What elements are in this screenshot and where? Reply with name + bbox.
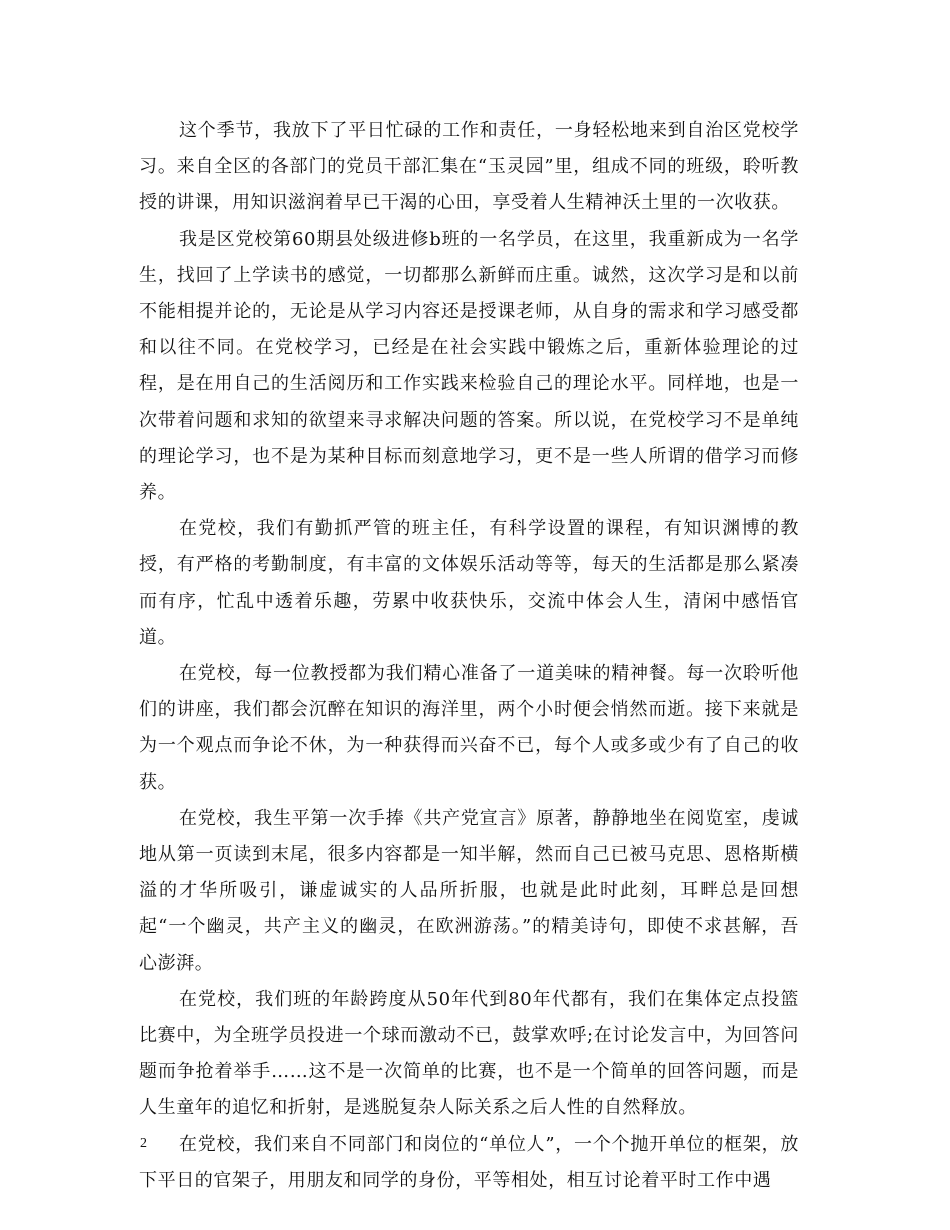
paragraph-1: 这个季节，我放下了平日忙碌的工作和责任，一身轻松地来到自治区党校学习。来自全区的各部门的党员干部汇集在“玉灵园”里，组成不同的班级，聆听教授的讲课，用知识滋润着早已干渴的心田，享受着人生精神沃土里的一次收获。 bbox=[139, 120, 799, 214]
paragraph-5: 在党校，我生平第一次手捧《共产党宣言》原著，静静地坐在阅览室，虔诚地从第一页读到末尾，很多内容都是一知半解，然而自己已被马克思、恩格斯横溢的才华所吸引，谦虚诚实的人品所折服，也就是此时此刻，耳畔总是回想起“一个幽灵，共产主义的幽灵，在欧洲游荡。”的精美诗句，即使不求甚解，吾心澎湃。 bbox=[139, 807, 799, 974]
paragraph-3: 在党校，我们有勤抓严管的班主任，有科学设置的课程，有知识渊博的教授，有严格的考勤制度，有丰富的文体娱乐活动等等，每天的生活都是那么紧凑而有序，忙乱中透着乐趣，劳累中收获快乐，交流中体会人生，清闲中感悟官道。 bbox=[139, 518, 799, 648]
paragraph-6: 在党校，我们班的年龄跨度从50年代到80年代都有，我们在集体定点投篮比赛中，为全班学员投进一个球而激动不已，鼓掌欢呼;在讨论发言中，为回答问题而争抢着举手……这不是一次简单的比赛，也不是一个简单的回答问题，而是人生童年的追忆和折射，是逃脱复杂人际关系之后人性的自然释放。 bbox=[139, 988, 799, 1119]
paragraph-7: 在党校，我们来自不同部门和岗位的“单位人”，一个个抛开单位的框架，放下平日的官架子，用朋友和同学的身份，平等相处，相互讨论着平时工作中遇 bbox=[139, 1133, 799, 1191]
paragraph-4: 在党校，每一位教授都为我们精心准备了一道美味的精神餐。每一次聆听他们的讲座，我们都会沉醉在知识的海洋里，两个小时便会悄然而逝。接下来就是为一个观点而争论不休，为一种获得而兴奋不已，每个人或多或少有了自己的收获。 bbox=[139, 663, 799, 793]
page-number: 2 bbox=[140, 1136, 147, 1151]
body-text bbox=[139, 113, 799, 1199]
paragraph-2: 我是区党校第60期县处级进修b班的一名学员，在这里，我重新成为一名学生，找回了上学读书的感觉，一切都那么新鲜而庄重。诚然，这次学习是和以前不能相提并论的，无论是从学习内容还是授课老师，从自身的需求和学习感受都和以往不同。在党校学习，已经是在社会实践中锻炼之后，重新体验理论的过程，是在用自己的生活阅历和工作实践来检验自己的理论水平。同样地，也是一次带着问题和求知的欲望来寻求解决问题的答案。所以说，在党校学习不是单纯的理论学习，也不是为某种目标而刻意地学习，更不是一些人所谓的借学习而修养。 bbox=[139, 228, 799, 504]
